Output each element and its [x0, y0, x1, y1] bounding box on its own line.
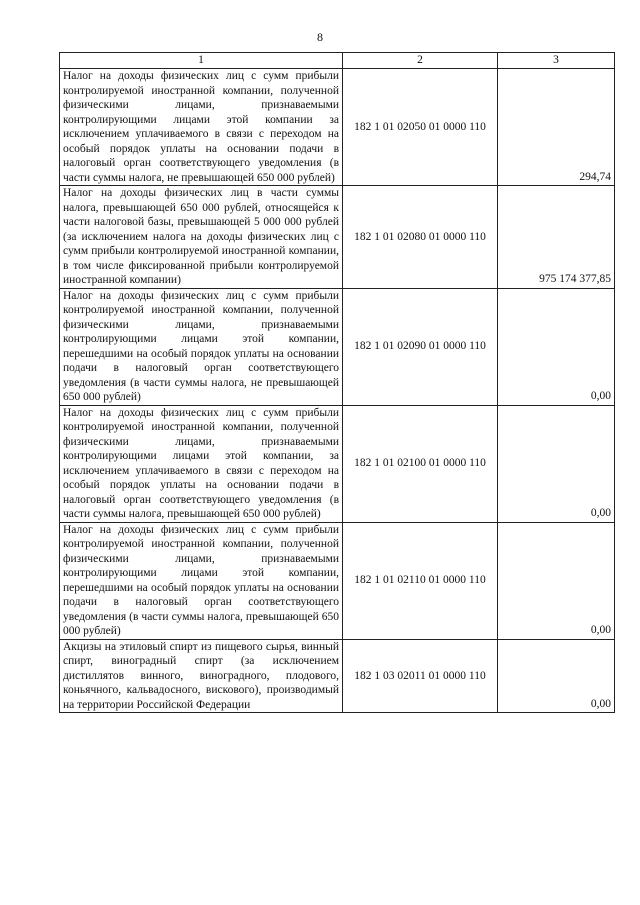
row-description: Налог на доходы физических лиц с сумм прибыли контролируемой иностранной компании, полученной физическими лицами, признаваемыми контролирующими лицами этой компании, перешедшими на особый порядок уплаты на основании подачи в налоговый орган соответствующего уведомления (в части суммы налога, превышающей 650 000 рублей)	[60, 522, 343, 639]
row-budget-code: 182 1 01 02090 01 0000 110	[343, 288, 498, 405]
table-row	[60, 288, 615, 405]
table-header-row	[60, 53, 615, 69]
table-row	[60, 522, 615, 639]
row-description: Налог на доходы физических лиц с сумм прибыли контролируемой иностранной компании, полученной физическими лицами, признаваемыми контролирующими лицами этой компании, перешедшими на особый порядок уплаты на основании подачи в налоговый орган соответствующего уведомления (в части суммы налога, не превышающей 650 000 рублей)	[60, 288, 343, 405]
table-row	[60, 69, 615, 186]
row-amount: 0,00	[498, 639, 615, 713]
row-budget-code: 182 1 01 02110 01 0000 110	[343, 522, 498, 639]
row-description: Акцизы на этиловый спирт из пищевого сырья, винный спирт, виноградный спирт (за исключением дистиллятов винного, виноградного, плодового, коньячного, кальвадосного, вискового), производимый на территории Российской Федерации	[60, 639, 343, 713]
table-row	[60, 639, 615, 713]
row-amount: 0,00	[498, 288, 615, 405]
row-description: Налог на доходы физических лиц с сумм прибыли контролируемой иностранной компании, полученной физическими лицами, признаваемыми контролирующими лицами этой компании за исключением уплачиваемого в связи с переходом на особый порядок уплаты на основании подачи в налоговый орган соответствующего уведомления (в части суммы налога, не превышающей 650 000 рублей)	[60, 69, 343, 186]
row-budget-code: 182 1 03 02011 01 0000 110	[343, 639, 498, 713]
column-header-2: 2	[343, 53, 498, 69]
page-number: 8	[317, 30, 323, 44]
row-budget-code: 182 1 01 02080 01 0000 110	[343, 186, 498, 289]
table-row	[60, 186, 615, 289]
row-description: Налог на доходы физических лиц с сумм прибыли контролируемой иностранной компании, полученной физическими лицами, признаваемыми контролирующими лицами этой компании, за исключением уплачиваемого в связи с переходом на особый порядок уплаты на основании подачи в налоговый орган соответствующего уведомления (в части суммы налога, превышающей 650 000 рублей)	[60, 405, 343, 522]
row-amount: 975 174 377,85	[498, 186, 615, 289]
row-amount: 294,74	[498, 69, 615, 186]
revenue-table	[59, 52, 615, 713]
column-header-1: 1	[60, 53, 343, 69]
column-header-3: 3	[498, 53, 615, 69]
row-amount: 0,00	[498, 522, 615, 639]
row-budget-code: 182 1 01 02100 01 0000 110	[343, 405, 498, 522]
row-description: Налог на доходы физических лиц в части суммы налога, превышающей 650 000 рублей, относящейся к части налоговой базы, превышающей 5 000 000 рублей (за исключением налога на доходы физических лиц с сумм прибыли контролируемой иностранной компании, в том числе фиксированной прибыли контролируемой иностранной компании)	[60, 186, 343, 289]
row-budget-code: 182 1 01 02050 01 0000 110	[343, 69, 498, 186]
table-row	[60, 405, 615, 522]
row-amount: 0,00	[498, 405, 615, 522]
